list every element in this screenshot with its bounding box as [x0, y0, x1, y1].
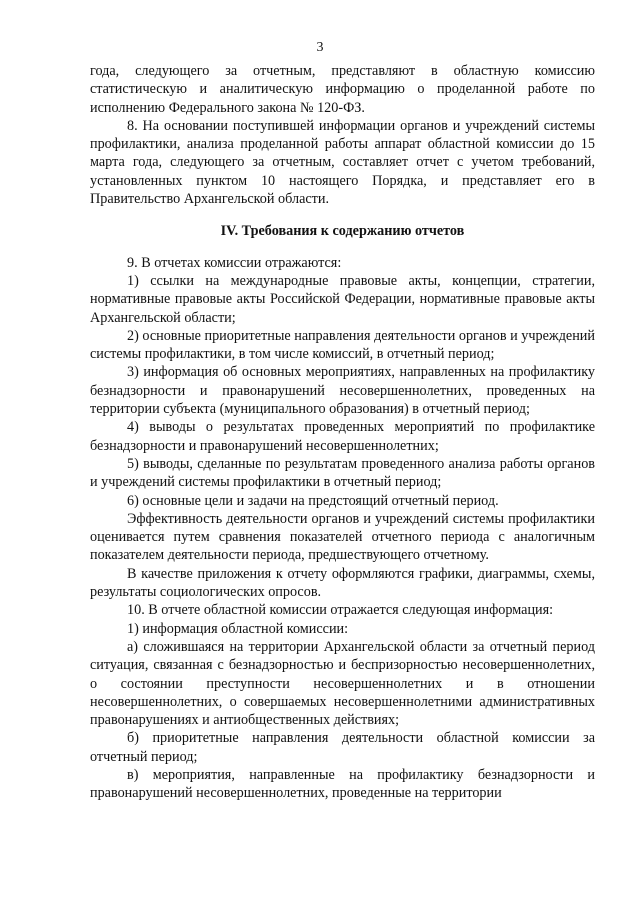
paragraph: 9. В отчетах комиссии отражаются:: [127, 254, 342, 271]
page-number: 3: [316, 40, 324, 55]
paragraph: 6) основные цели и задачи на предстоящий отчетный период.: [127, 492, 499, 509]
paragraph: а) сложившаяся на территории Архангельской области за отчетный период ситуация, связанная с безнадзорностью и беспризорностью несовершеннолетних, о состоянии преступности несовершеннолетних и в отношении несовершеннолетних, о совершаемых несовершеннолетними административных правонарушениях и антиобщественных действиях;: [90, 638, 595, 729]
paragraph: 8. На основании поступившей информации органов и учреждений системы профилактики, анализа проделанной работы аппарат областной комиссии до 15 марта года, следующего за отчетным, составляет отчет с учетом требований, установленных пунктом 10 настоящего Порядка, и представляет его в Правительство Архангельской области.: [90, 117, 595, 208]
paragraph: года, следующего за отчетным, представляют в областную комиссию статистическую и аналитическую информацию о проделанной работе по исполнению Федерального закона № 120-ФЗ.: [90, 63, 595, 116]
paragraph: В качестве приложения к отчету оформляются графики, диаграммы, схемы, результаты социологических опросов.: [90, 565, 595, 601]
paragraph: 3) информация об основных мероприятиях, направленных на профилактику безнадзорности и правонарушений несовершеннолетних, проведенных на территории субъекта (муниципального образования) в отчетный период;: [90, 364, 595, 418]
paragraph: 1) ссылки на международные правовые акты, концепции, стратегии, нормативные правовые акты Российской Федерации, нормативные правовые акты Архангельской области;: [90, 272, 595, 326]
paragraphs-before: [90, 62, 595, 208]
paragraph: 4) выводы о результатах проведенных мероприятий по профилактике безнадзорности и правонарушений несовершеннолетних;: [90, 419, 595, 454]
paragraph: 2) основные приоритетные направления деятельности органов и учреждений системы профилактики, в том числе комиссий, в отчетный период;: [90, 327, 595, 363]
paragraph: 5) выводы, сделанные по результатам проведенного анализа работы органов и учреждений системы профилактики в отчетный период;: [90, 455, 595, 491]
paragraph: 10. В отчете областной комиссии отражается следующая информация:: [127, 602, 554, 619]
paragraph: б) приоритетные направления деятельности областной комиссии за отчетный период;: [90, 730, 595, 765]
paragraphs-after: [90, 254, 595, 803]
paragraph: Эффективность деятельности органов и учреждений системы профилактики оценивается путем сравнения показателей отчетного периода с аналогичным показателем деятельности периода, предшествующего отчетному.: [90, 510, 595, 564]
section-heading: IV. Требования к содержанию отчетов: [220, 223, 465, 240]
paragraph: 1) информация областной комиссии:: [127, 620, 349, 637]
document-body: [90, 62, 595, 803]
paragraph: в) мероприятия, направленные на профилактику безнадзорности и правонарушений несовершеннолетних, проведенные на территории: [90, 766, 595, 802]
